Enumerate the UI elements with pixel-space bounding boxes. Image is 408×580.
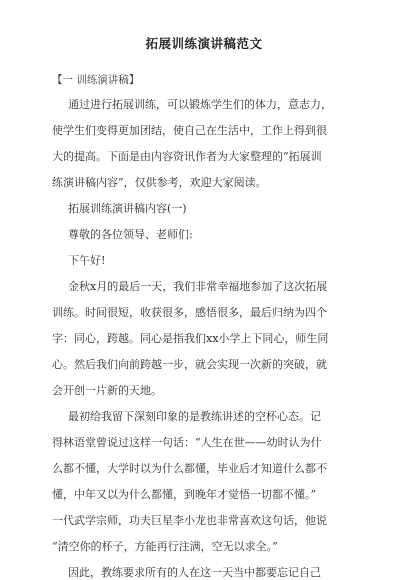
paragraph-line: 心。然后我们向前跨越一步，就会实现一次新的突破，就 bbox=[52, 358, 327, 371]
paragraph-line: 么都不懂，大学时以为什么都懂，毕业后才知道什么都不 bbox=[52, 462, 327, 475]
paragraph-line: 训练。时间很短，收获很多，感悟很多，最后归纳为四个 bbox=[52, 306, 327, 319]
greeting: 下午好! bbox=[68, 254, 106, 267]
intro-line: 练演讲稿内容”，仅供参考，欢迎大家阅读。 bbox=[52, 176, 267, 189]
intro-line: 大的提高。下面是由内容资讯作者为大家整理的“拓展训 bbox=[52, 150, 322, 163]
intro-line: 使学生们变得更加团结，使自己在生活中，工作上得到很 bbox=[52, 124, 327, 137]
paragraph-line: 金秋x月的最后一天，我们非常幸福地参加了这次拓展 bbox=[68, 280, 328, 293]
salutation: 尊敬的各位领导、老师们: bbox=[68, 228, 193, 241]
paragraph-line: 懂，中年又以为什么都懂，到晚年才觉悟一切都不懂。” bbox=[52, 488, 317, 501]
paragraph-line: 最初给我留下深刻印象的是教练讲述的空杯心态。记 bbox=[68, 410, 321, 423]
paragraph-line: 因此，教练要求所有的人在这一天当中都要忘记自己 bbox=[68, 566, 321, 579]
paragraph-line: 一代武学宗师，功夫巨星李小龙也非常喜欢这句话，他说 bbox=[52, 514, 327, 527]
section-header: 【一 训练演讲稿】 bbox=[52, 74, 140, 86]
paragraph-line: 会开创一片新的天地。 bbox=[52, 384, 162, 397]
paragraph-line: 得林语堂曾说过这样一句话：“人生在世——幼时认为什 bbox=[52, 436, 322, 449]
intro-line: 通过进行拓展训练，可以锻炼学生们的体力，意志力， bbox=[68, 98, 332, 111]
paragraph-line: 字：同心，跨越。同心是指我们xx小学上下同心，师生同 bbox=[52, 332, 329, 345]
document-title: 拓展训练演讲稿范文 bbox=[145, 36, 263, 51]
paragraph-line: “清空你的杯子，方能再行注满，空无以求全。” bbox=[52, 540, 278, 553]
subheading: 拓展训练演讲稿内容(一) bbox=[68, 202, 187, 215]
